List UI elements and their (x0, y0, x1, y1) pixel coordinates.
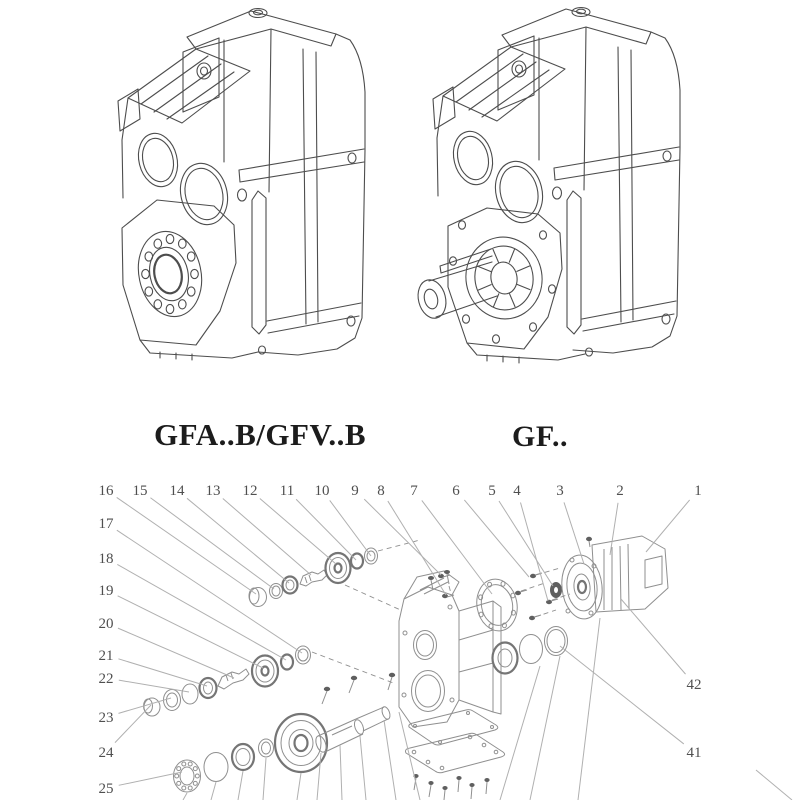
callout-number-4: 4 (513, 483, 521, 499)
leader-line-10 (330, 500, 371, 556)
callout-number-10: 10 (314, 483, 330, 499)
leader-line-16 (117, 497, 256, 594)
callout-number-15: 15 (132, 483, 148, 499)
callout-number-25: 25 (98, 781, 114, 797)
leader-line-11 (296, 499, 356, 560)
callout-number-16: 16 (98, 483, 114, 499)
callout-number-6: 6 (452, 483, 460, 499)
cutoff-leader-lines (183, 618, 792, 800)
leader-line-13 (223, 499, 311, 575)
leader-line-41 (560, 646, 684, 744)
callout-number-22: 22 (98, 671, 114, 687)
callout-number-13: 13 (205, 483, 221, 499)
callout-number-7: 7 (410, 483, 418, 499)
leader-line-20 (118, 628, 234, 678)
callout-number-17: 17 (98, 516, 114, 532)
leader-line-6 (464, 500, 529, 577)
callout-number-11: 11 (279, 483, 295, 499)
middle-shaft-assembly (144, 646, 311, 716)
leader-line-15 (150, 498, 274, 589)
leader-line-8 (388, 501, 446, 595)
callout-number-18: 18 (98, 551, 114, 567)
left-figure-label: GFA..B/GFV..B (153, 417, 367, 452)
callout-number-14: 14 (169, 483, 185, 499)
leader-line-2 (610, 503, 618, 555)
callout-number-21: 21 (98, 648, 114, 664)
callout-number-20: 20 (98, 616, 114, 632)
callout-number-12: 12 (242, 483, 258, 499)
leader-line-12 (260, 498, 336, 564)
callout-number-24: 24 (98, 745, 114, 761)
callout-number-23: 23 (98, 710, 114, 726)
flange-bolt-holes (450, 221, 556, 343)
cover-screws (413, 774, 489, 800)
input-bearing-cluster (493, 627, 568, 674)
leader-line-3 (564, 502, 584, 564)
gearbox-drawing-right (414, 8, 680, 364)
upper-shaft-assembly (249, 548, 378, 607)
leader-line-1 (646, 500, 690, 552)
lower-shaft-assembly (174, 673, 396, 792)
callout-number-3: 3 (556, 483, 564, 499)
gearbox-drawing-left (118, 9, 365, 361)
callout-number-2: 2 (616, 483, 624, 499)
callout-number-19: 19 (98, 583, 114, 599)
exploded-diagram (99, 483, 793, 800)
housing (399, 570, 501, 727)
leader-line-24 (115, 705, 151, 743)
leader-line-25 (119, 772, 182, 785)
right-figure-label: GF.. (512, 420, 568, 453)
motor-unit (559, 536, 668, 621)
leader-line-22 (119, 680, 189, 692)
callout-number-5: 5 (488, 483, 496, 499)
callout-number-8: 8 (377, 483, 385, 499)
leader-line-42 (621, 599, 686, 674)
callout-number-42: 42 (686, 677, 702, 693)
callout-number-9: 9 (351, 483, 359, 499)
leader-line-17 (117, 530, 302, 653)
assembly-axis (378, 540, 420, 551)
callout-number-1: 1 (694, 483, 702, 499)
callout-number-41: 41 (686, 745, 702, 761)
leader-line-19 (118, 596, 263, 668)
output-shaft (414, 249, 497, 321)
leader-line-4 (520, 503, 548, 601)
